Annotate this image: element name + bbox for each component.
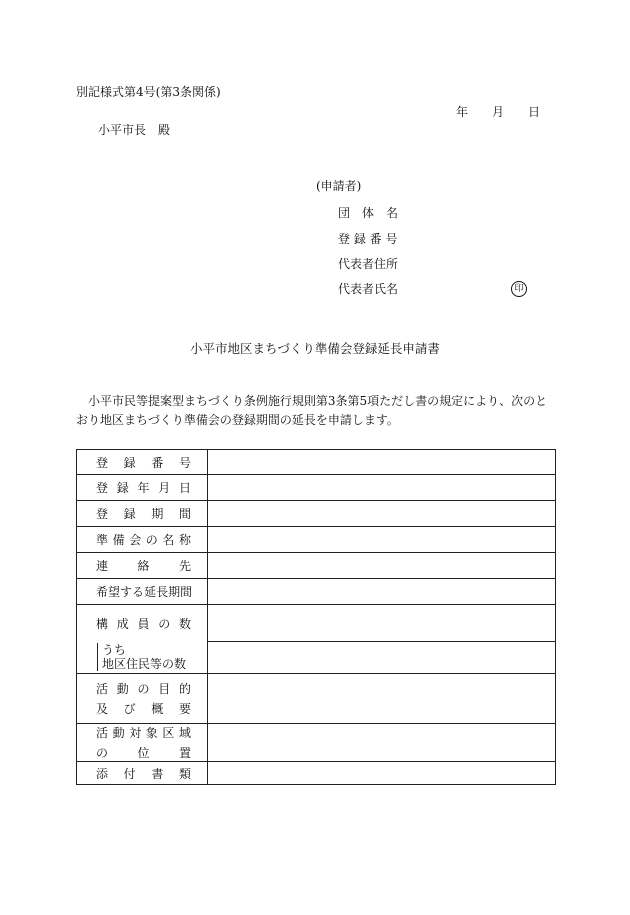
- label-char: 目: [158, 682, 171, 696]
- table-row: [77, 724, 556, 762]
- row-label-registration-period: [77, 501, 208, 527]
- table-row: [77, 501, 556, 527]
- value-registration-number[interactable]: [208, 450, 556, 475]
- justified-label: [77, 724, 207, 741]
- label-char: 登: [96, 507, 109, 521]
- justified-label: [77, 531, 207, 548]
- label-char: 月: [158, 481, 171, 495]
- addressee: 小平市長 殿: [98, 123, 171, 137]
- table-row: [77, 674, 556, 724]
- label-char: 年: [137, 481, 150, 495]
- label-char: の: [145, 533, 158, 547]
- table-row: [77, 475, 556, 501]
- label-char: 期: [168, 585, 181, 599]
- row-label-resident-count: [77, 642, 208, 674]
- label-char: 概: [151, 702, 164, 716]
- representative-address-label: 代表者住所: [338, 257, 399, 271]
- row-label-attachments: [77, 762, 208, 785]
- value-target-area[interactable]: [208, 724, 556, 762]
- label-char: す: [120, 585, 133, 599]
- row-label-member-count: [77, 605, 208, 642]
- value-activity-purpose[interactable]: [208, 674, 556, 724]
- registration-number-label: 登 録 番 号: [338, 232, 398, 246]
- table-row: [77, 642, 556, 674]
- justified-label: [77, 680, 207, 697]
- label-char: る: [132, 585, 145, 599]
- label-char: 域: [178, 726, 191, 740]
- label-char: 書: [151, 766, 164, 781]
- applicant-label: (申請者): [316, 179, 362, 193]
- justified-label: [77, 583, 207, 600]
- document-title: 小平市地区まちづくり準備会登録延長申請書: [190, 341, 440, 356]
- seal-mark: 印: [511, 281, 527, 297]
- label-char: 位: [137, 746, 150, 760]
- label-char: の: [96, 746, 109, 760]
- value-member-count[interactable]: [208, 605, 556, 642]
- justified-label: [77, 615, 207, 632]
- label-char: 録: [123, 455, 136, 470]
- table-row: [77, 605, 556, 642]
- table-row: [77, 579, 556, 605]
- row-label-registration-date: [77, 475, 208, 501]
- label-char: 会: [129, 533, 142, 547]
- label-char: 対: [129, 726, 142, 740]
- label-char: 構: [96, 616, 109, 631]
- label-char: 間: [180, 585, 193, 599]
- value-group-name[interactable]: [208, 527, 556, 553]
- label-char: 連: [96, 559, 109, 573]
- label-char: 象: [145, 726, 158, 740]
- date-year-label: 年: [456, 105, 469, 119]
- label-char: 希: [96, 585, 109, 599]
- justified-label: [77, 479, 207, 496]
- label-char: び: [123, 702, 136, 716]
- form-number: 別記様式第4号(第3条関係): [76, 85, 221, 99]
- justified-label: [77, 744, 207, 761]
- sub-label-uchi: うち: [102, 643, 127, 658]
- justified-label: [77, 505, 207, 522]
- label-char: 活: [96, 682, 109, 696]
- label-char: 絡: [137, 559, 150, 573]
- label-char: 準: [96, 533, 109, 547]
- value-attachments[interactable]: [208, 762, 556, 785]
- value-contact[interactable]: [208, 553, 556, 579]
- application-table: [76, 449, 556, 785]
- row-label-registration-number: [77, 450, 208, 475]
- date-day-label: 日: [528, 105, 541, 119]
- value-resident-count[interactable]: [208, 642, 556, 674]
- table-row: [77, 527, 556, 553]
- row-label-group-name: [77, 527, 208, 553]
- label-char: 望: [108, 585, 121, 599]
- label-char: の: [158, 616, 171, 631]
- label-char: 期: [151, 507, 164, 521]
- label-char: 類: [178, 766, 191, 781]
- label-char: 動: [116, 682, 129, 696]
- label-char: 活: [96, 726, 109, 740]
- justified-label: [77, 700, 207, 717]
- label-char: 称: [178, 533, 191, 547]
- label-char: 間: [178, 507, 191, 521]
- label-char: 付: [123, 766, 136, 781]
- label-char: 登: [96, 481, 109, 495]
- representative-name-label: 代表者氏名: [338, 282, 399, 296]
- label-char: 延: [144, 585, 157, 599]
- row-label-activity-purpose: [77, 674, 208, 724]
- label-char: 員: [137, 616, 150, 631]
- label-char: 置: [178, 746, 191, 760]
- justified-label: [77, 557, 207, 574]
- label-char: 数: [178, 616, 191, 631]
- label-char: 先: [178, 559, 191, 573]
- table-row: [77, 450, 556, 475]
- body-paragraph: 小平市民等提案型まちづくり条例施行規則第3条第5項ただし書の規定により、次のとおり地区まちづくり準備会の登録期間の延長を申請します。: [76, 394, 548, 427]
- row-label-target-area: [77, 724, 208, 762]
- value-registration-period[interactable]: [208, 501, 556, 527]
- date-month-label: 月: [492, 105, 505, 119]
- group-name-label: 団 体 名: [338, 206, 399, 220]
- value-registration-date[interactable]: [208, 475, 556, 501]
- label-char: 長: [156, 585, 169, 599]
- justified-label: [77, 454, 207, 471]
- label-char: 添: [96, 766, 109, 781]
- label-char: 録: [123, 507, 136, 521]
- label-char: 登: [96, 455, 109, 470]
- label-char: 及: [96, 702, 109, 716]
- label-char: 番: [151, 455, 164, 470]
- label-char: 号: [178, 455, 191, 470]
- table-row: [77, 553, 556, 579]
- label-char: 名: [162, 533, 175, 547]
- label-char: 動: [112, 726, 125, 740]
- sub-label-resident-count: 地区住民等の数: [102, 657, 187, 672]
- table-row: [77, 762, 556, 785]
- label-char: 区: [162, 726, 175, 740]
- label-char: 成: [116, 616, 129, 631]
- row-label-contact: [77, 553, 208, 579]
- label-char: の: [137, 682, 150, 696]
- label-char: 的: [178, 682, 191, 696]
- row-label-extension-period: [77, 579, 208, 605]
- justified-label: [77, 765, 207, 782]
- label-char: 録: [116, 481, 129, 495]
- label-char: 要: [178, 702, 191, 716]
- label-char: 備: [112, 533, 125, 547]
- label-char: 日: [178, 481, 191, 495]
- value-extension-period[interactable]: [208, 579, 556, 605]
